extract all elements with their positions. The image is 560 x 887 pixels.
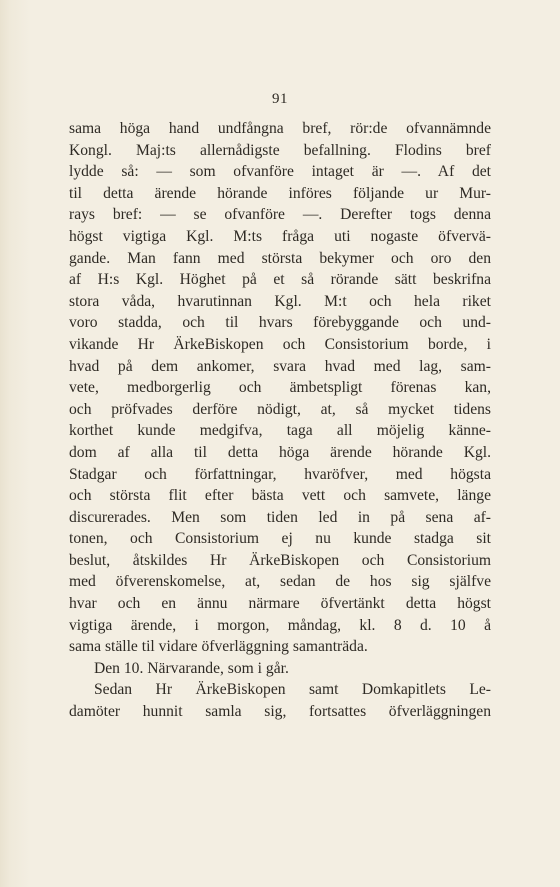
text-line: lydde så: — som ofvanföre intaget är —. Af det xyxy=(69,163,491,181)
text-line: Den 10. Närvarande, som i går. xyxy=(94,659,289,677)
text-line: af H:s Kgl. Höghet på et så rörande sätt beskrifna xyxy=(69,271,491,289)
text-line: och största flit efter bästa vett och samvete, länge xyxy=(69,487,491,505)
body-text xyxy=(69,118,491,723)
text-line: högst vigtiga Kgl. M:ts fråga uti nogaste öfvervä- xyxy=(69,227,491,245)
text-line: discurerades. Men som tiden led in på sena af- xyxy=(69,508,491,526)
text-line: Kongl. Maj:ts allernådigste befallning. Flodins bref xyxy=(69,141,491,159)
text-line: med öfverenskomelse, at, sedan de hos sig själfve xyxy=(69,573,491,591)
text-line: dom af alla til detta höga ärende hörande Kgl. xyxy=(69,443,491,461)
text-line: sama höga hand undfångna bref, rör:de ofvannämnde xyxy=(69,120,491,137)
text-line: rays bref: — se ofvanföre —. Derefter togs denna xyxy=(69,206,491,224)
text-line: damöter hunnit samla sig, fortsattes öfverläggningen xyxy=(69,703,491,721)
text-line: Sedan Hr ÄrkeBiskopen samt Domkapitlets Le- xyxy=(94,681,491,699)
text-line: hvar och en ännu närmare öfvertänkt detta högst xyxy=(69,595,491,613)
text-line: voro stadda, och til hvars förebyggande och und- xyxy=(69,314,491,332)
text-line: beslut, åtskildes Hr ÄrkeBiskopen och Consistorium xyxy=(69,551,491,569)
text-line: vikande Hr ÄrkeBiskopen och Consistorium borde, i xyxy=(69,335,491,353)
text-line: korthet kunde medgifva, taga all möjelig känne- xyxy=(69,422,491,440)
text-line: gande. Man fann med största bekymer och oro den xyxy=(69,249,491,267)
text-line: til detta ärende hörande införes följande ur Mur- xyxy=(69,184,491,202)
text-line: Stadgar och författningar, hvaröfver, med högsta xyxy=(69,465,491,483)
text-line: tonen, och Consistorium ej nu kunde stadga sit xyxy=(69,530,491,548)
text-line: vigtiga ärende, i morgon, måndag, kl. 8 d. 10 å xyxy=(69,616,491,634)
text-line: sama ställe til vidare öfverläggning samanträda. xyxy=(69,638,368,656)
text-line: hvad på dem ankomer, svara hvad med lag, sam- xyxy=(69,357,491,375)
text-line: och pröfvades derföre nödigt, at, så mycket tidens xyxy=(69,400,491,418)
page-number: 91 xyxy=(272,91,288,107)
text-line: stora våda, hvarutinnan Kgl. M:t och hela riket xyxy=(69,292,491,310)
text-line: vete, medborgerlig och ämbetspligt förenas kan, xyxy=(69,379,491,397)
